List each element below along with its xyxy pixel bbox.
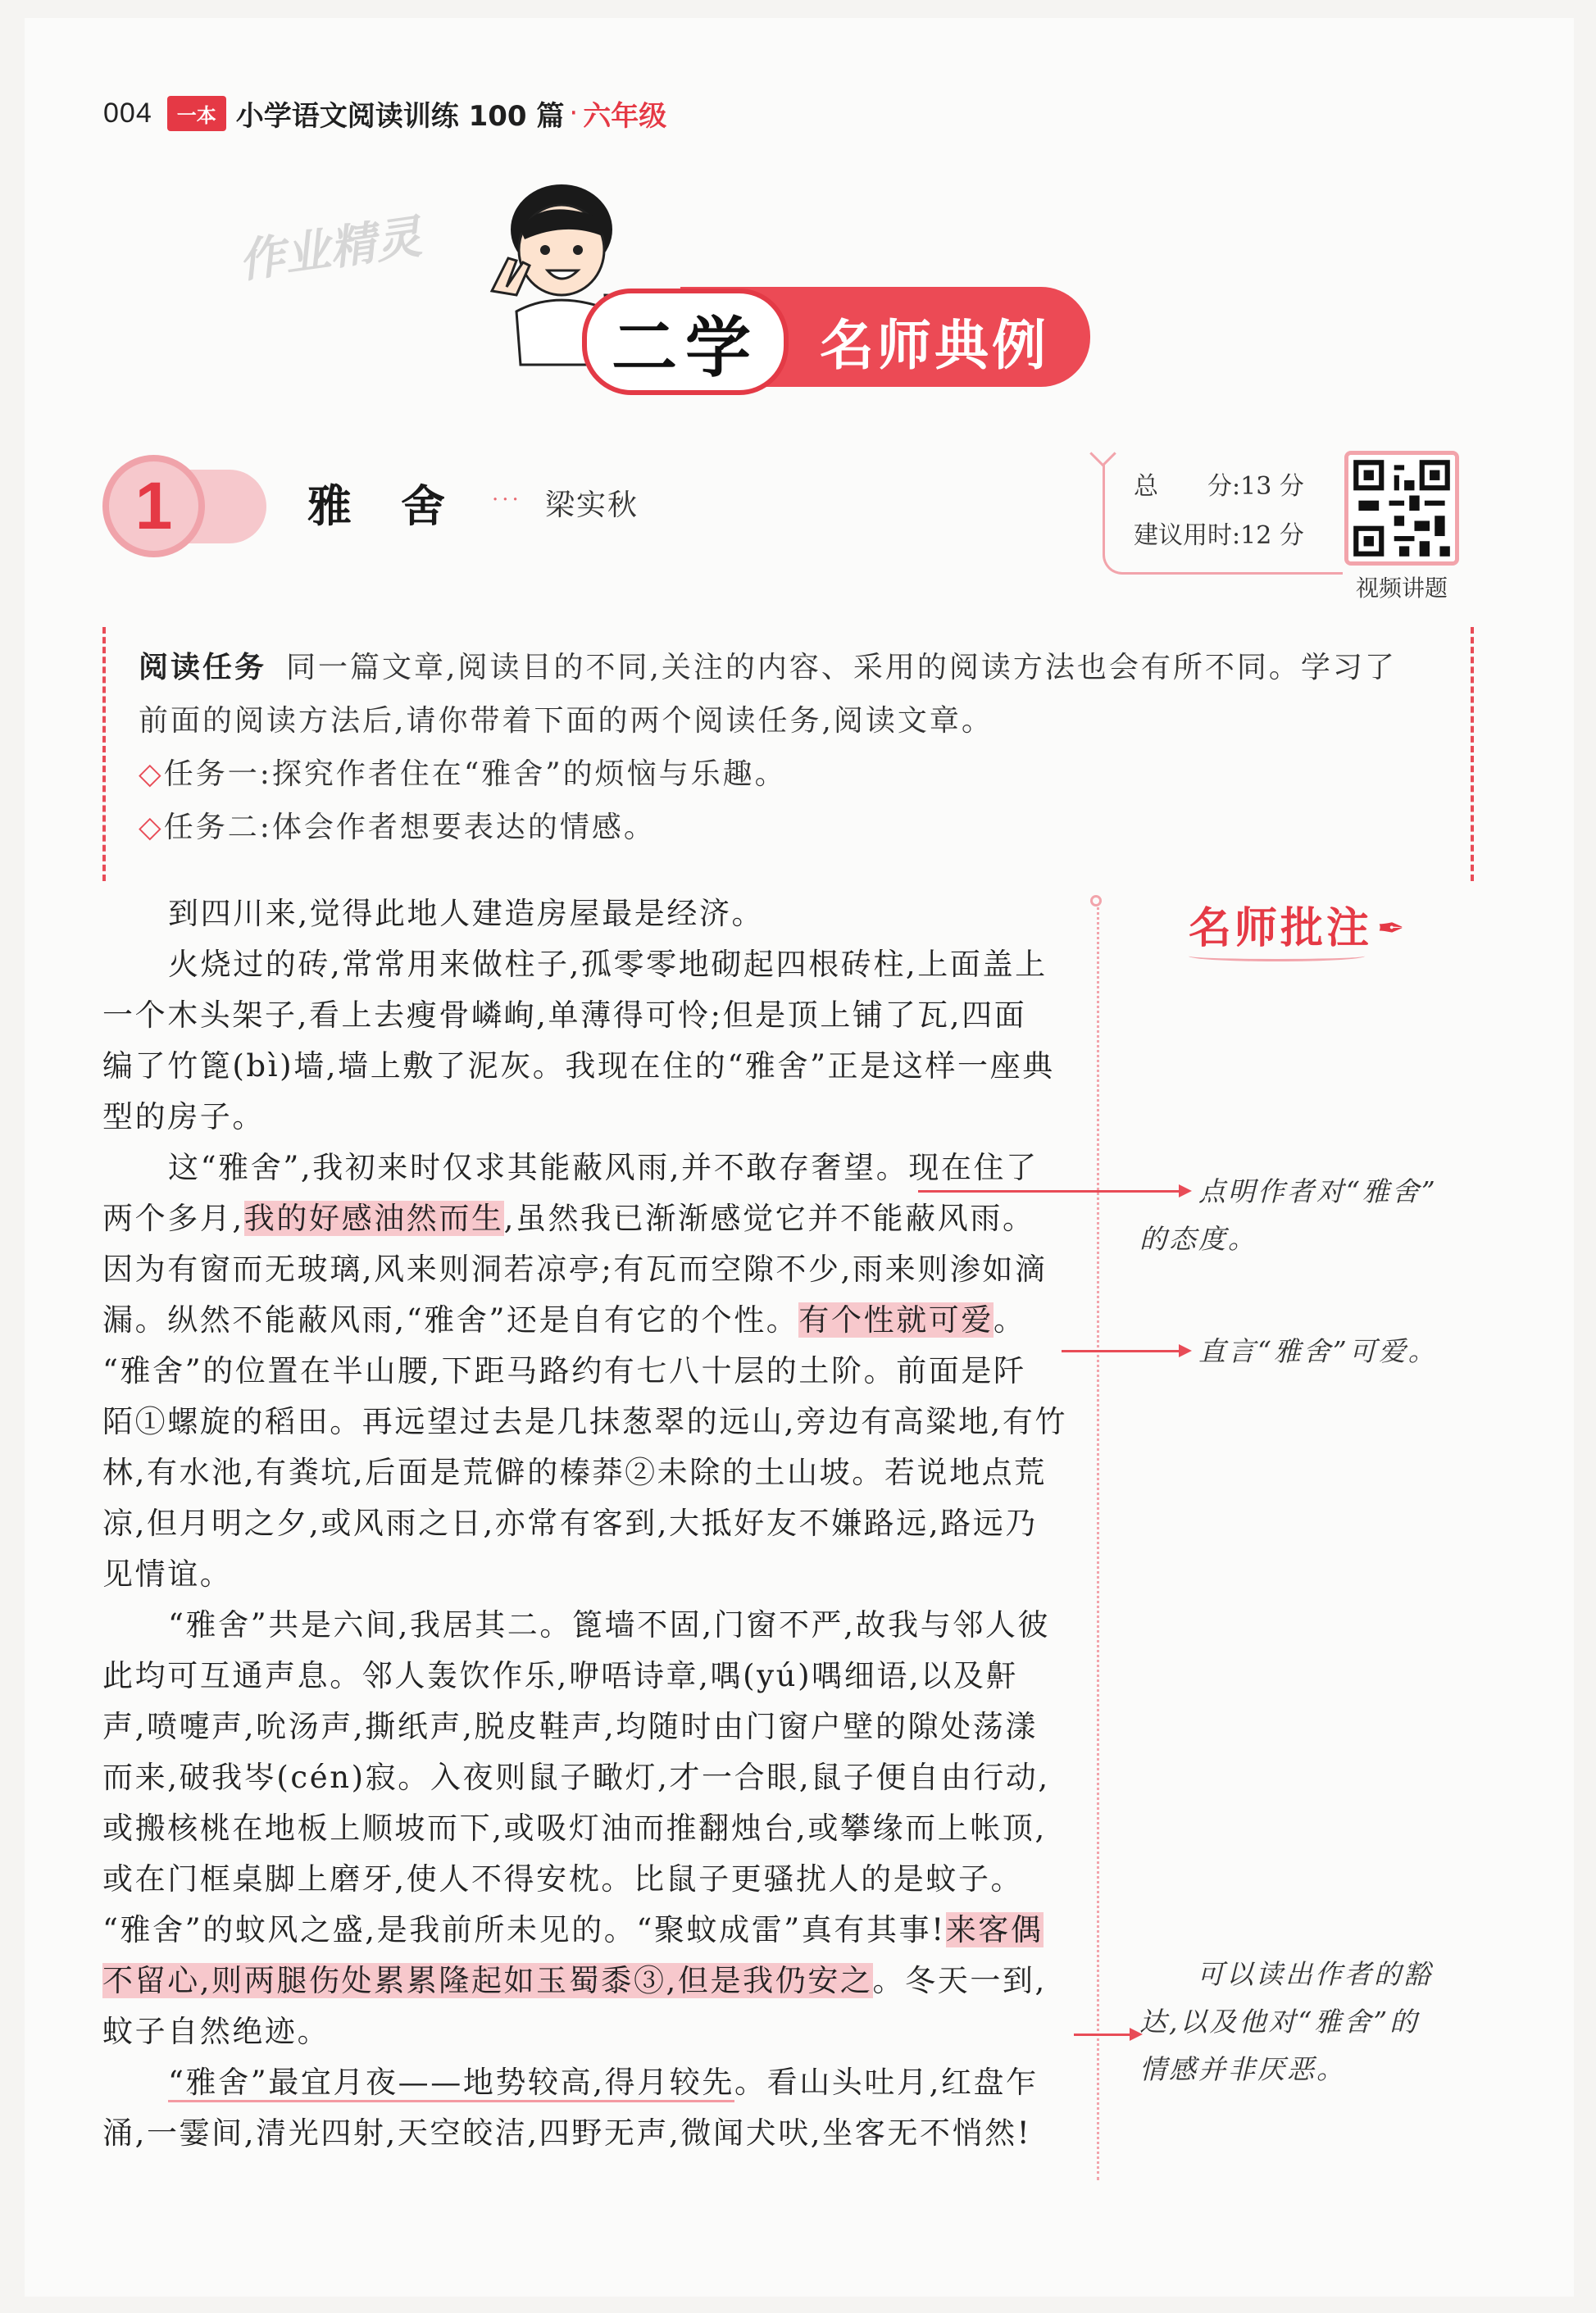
annotation-1-line-2: 的态度。 <box>1139 1223 1257 1255</box>
qr-code-icon[interactable] <box>1344 451 1459 566</box>
highlighted-phrase: 但是我仍安之 <box>677 1963 873 1998</box>
body-line: 凉,但月明之夕,或风雨之日,亦常有客到,大抵好友不嫌路远,路远乃 <box>102 1506 1039 1541</box>
body-line: 林,有水池,有粪坑,后面是荒僻的榛莽②未除的土山坡。若说地点荒 <box>102 1455 1047 1490</box>
body-text: “雅舍”的蚊风之盛,是我前所未见的。“聚蚊成雷”真有其事! <box>102 1912 946 1947</box>
body-text: 。 <box>994 1302 1026 1338</box>
annotation-arrow-1 <box>918 1190 1189 1193</box>
annotation-title: 名师批注 <box>1189 904 1373 953</box>
pen-icon: ✒ <box>1377 910 1405 947</box>
author-dots: ··· <box>492 488 522 512</box>
task-1-text: 任务一:探究作者住在“雅舍”的烦恼与乐趣。 <box>163 757 787 791</box>
banner-subtitle: 名师典例 <box>820 314 1049 377</box>
body-line: 火烧过的砖,常常用来做柱子,孤零零地砌起四根砖柱,上面盖上 <box>168 947 1048 982</box>
total-score: 总 分:13 分 <box>1134 472 1304 501</box>
task-label: 阅读任务 <box>139 651 267 684</box>
body-line: 或在门框桌脚上磨牙,使人不得安枕。比鼠子更骚扰人的是蚊子。 <box>102 1861 1024 1897</box>
diamond-icon: ◇ <box>139 811 164 844</box>
annotation-3-line-3: 情感并非厌恶。 <box>1139 2053 1346 2085</box>
series-title: 小学语文阅读训练 100 篇 <box>235 99 565 133</box>
body-line <box>102 1914 1044 1947</box>
highlighted-phrase: 来客偶 <box>945 1912 1044 1947</box>
watermark: 作业精灵 <box>235 210 425 289</box>
body-text: 两个多月, <box>102 1201 244 1236</box>
annotation-2: 直言“雅舍”可爱。 <box>1198 1335 1438 1367</box>
task-2-text: 任务二:体会作者想要表达的情感。 <box>163 811 656 844</box>
qr-label: 视频讲题 <box>1355 575 1448 602</box>
annotation-3-line-2: 达,以及他对“雅舍”的 <box>1139 2006 1420 2038</box>
task-intro-line-2: 前面的阅读方法后,请你带着下面的两个阅读任务,阅读文章。 <box>139 704 994 738</box>
page-number: 004 <box>103 97 152 129</box>
annotation-arrow-3 <box>1074 2034 1139 2036</box>
annotation-3-line-1: 可以读出作者的豁 <box>1197 1958 1433 1990</box>
body-line: 陌①螺旋的稻田。再远望过去是几抹葱翠的远山,旁边有高粱地,有竹 <box>102 1404 1068 1439</box>
grade-label: 六年级 <box>583 99 667 133</box>
divider-dot <box>1090 895 1102 907</box>
separator-dot: · <box>569 97 579 130</box>
body-line: 或搬核桃在地板上顺坡而下,或吸灯油而推翻烛台,或攀缘而上帐顶, <box>102 1811 1047 1846</box>
task-intro-text-1: 同一篇文章,阅读目的不同,关注的内容、采用的阅读方法也会有所不同。学习了 <box>286 651 1397 684</box>
highlighted-phrase: 不留心,则两腿伤处累累隆起如玉蜀黍③, <box>102 1963 678 1998</box>
diamond-icon: ◇ <box>139 757 164 791</box>
body-line <box>102 1202 1035 1235</box>
annotation-divider <box>1097 902 1099 2180</box>
body-line: 而来,破我岑(cén)寂。入夜则鼠子瞰灯,才一合眼,鼠子便自由行动, <box>102 1760 1050 1795</box>
body-line: 因为有窗而无玻璃,风来则洞若凉亭;有瓦而空隙不少,雨来则渗如滴 <box>102 1252 1048 1287</box>
body-line <box>102 1304 1026 1337</box>
highlighted-phrase: 我的好感油然而生 <box>243 1201 504 1236</box>
body-line: 蚊子自然绝迹。 <box>102 2014 330 2049</box>
body-line: “雅舍”的位置在半山腰,下距马路约有七八十层的土阶。前面是阡 <box>102 1353 1026 1388</box>
body-line: 到四川来,觉得此地人建造房屋最是经济。 <box>168 896 765 931</box>
lesson-title: 雅舍 <box>307 479 494 532</box>
annotation-arrow-2 <box>1062 1350 1189 1352</box>
body-text: ,虽然我已渐渐感觉它并不能蔽风雨。 <box>503 1201 1035 1236</box>
body-line <box>168 2066 1039 2099</box>
body-line: 声,喷嚏声,吮汤声,撕纸声,脱皮鞋声,均随时由门窗户壁的隙处荡漾 <box>102 1709 1039 1744</box>
body-line: 型的房子。 <box>102 1099 265 1134</box>
body-line: 编了竹篦(bì)墙,墙上敷了泥灰。我现在住的“雅舍”正是这样一座典 <box>102 1048 1055 1084</box>
banner-section: 二学 <box>612 309 759 386</box>
task-2 <box>139 811 656 844</box>
lesson-number-badge <box>102 455 266 557</box>
score-box <box>1103 449 1343 575</box>
body-text: 漏。纵然不能蔽风雨,“雅舍”还是自有它的个性。 <box>102 1302 799 1338</box>
body-line: 一个木头架子,看上去瘦骨嶙峋,单薄得可怜;但是顶上铺了瓦,四面 <box>102 997 1027 1033</box>
highlighted-phrase: 有个性就可爱 <box>798 1302 994 1338</box>
underlined-phrase: “雅舍”最宜月夜——地势较高,得月较先 <box>168 2065 734 2102</box>
body-text: 。看山头吐月,红盘乍 <box>734 2065 1039 2100</box>
body-text: 。冬天一到, <box>872 1963 1047 1998</box>
annotation-title-underline <box>1189 951 1365 961</box>
section-banner <box>566 279 1098 402</box>
body-line: 见情谊。 <box>102 1556 233 1592</box>
page-header <box>103 92 666 134</box>
task-intro-line-1 <box>139 652 1397 684</box>
suggested-time: 建议用时:12 分 <box>1134 521 1304 550</box>
body-line: 此均可互通声息。邻人轰饮作乐,咿唔诗章,喁(yú)喁细语,以及鼾 <box>102 1658 1019 1693</box>
body-line: 涌,一霎间,清光四射,天空皎洁,四野无声,微闻犬吠,坐客无不悄然! <box>102 2115 1032 2151</box>
body-line: 这“雅舍”,我初来时仅求其能蔽风雨,并不敢存奢望。现在住了 <box>168 1150 1039 1185</box>
reading-task-box <box>102 627 1474 881</box>
brand-badge: 一本 <box>167 96 226 131</box>
body-line <box>102 1965 1047 1997</box>
lesson-author: 梁实秋 <box>545 489 639 522</box>
body-line: “雅舍”共是六间,我居其二。篦墙不固,门窗不严,故我与邻人彼 <box>168 1607 1051 1643</box>
banner-section-pill <box>582 289 789 395</box>
task-1 <box>139 758 787 791</box>
lesson-number: 1 <box>134 468 173 543</box>
annotation-1-line-1: 点明作者对“雅舍” <box>1198 1175 1438 1207</box>
